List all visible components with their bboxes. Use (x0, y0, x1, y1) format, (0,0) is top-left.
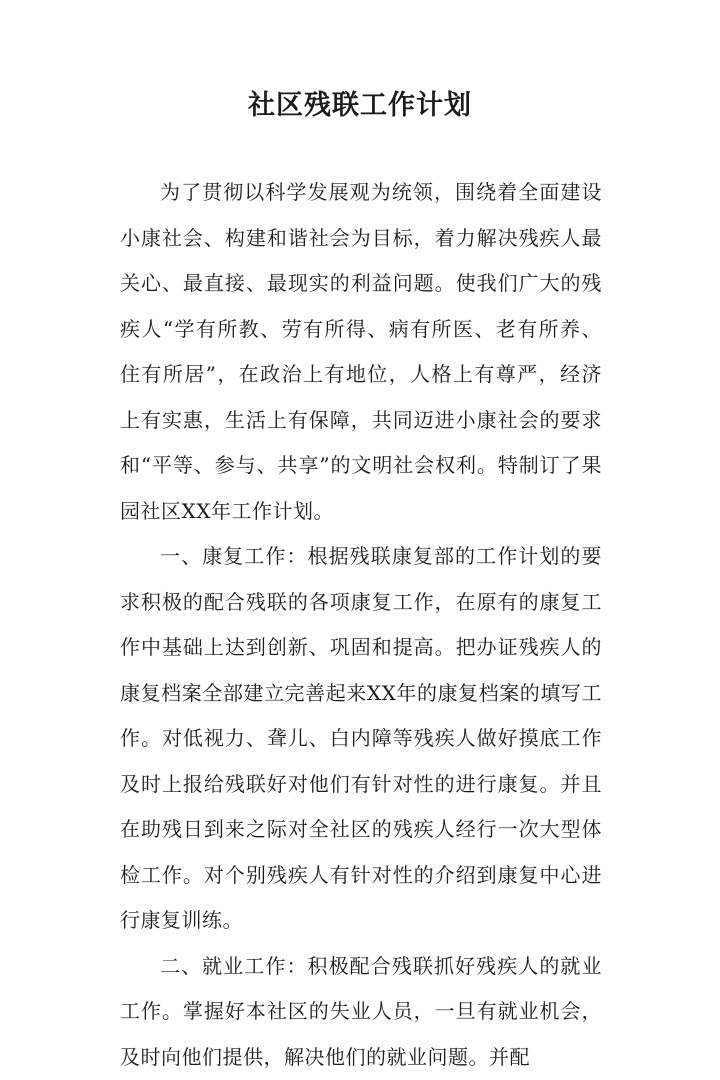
page-title: 社区残联工作计划 (0, 86, 720, 126)
paragraph-rehabilitation: 一、康复工作：根据残联康复部的工作计划的要求积极的配合残联的各项康复工作，在原有的康复工作中基础上达到创新、巩固和提高。把办证残疾人的康复档案全部建立完善起来XX年的康复档案的填写工作。对低视力、聋儿、白内障等残疾人做好摸底工作及时上报给残联好对他们有针对性的进行康复。并且在助残日到来之际对全社区的残疾人经行一次大型体检工作。对个别残疾人有针对性的介绍到康复中心进行康复训练。 (120, 534, 602, 944)
paragraph-employment: 二、就业工作：积极配合残联抓好残疾人的就业工作。掌握好本社区的失业人员，一旦有就业机会，及时向他们提供，解决他们的就业问题。并配 (120, 944, 602, 1080)
paragraph-intro: 为了贯彻以科学发展观为统领，围绕着全面建设小康社会、构建和谐社会为目标，着力解决残疾人最关心、最直接、最现实的利益问题。使我们广大的残疾人“学有所教、劳有所得、病有所医、老有所养、住有所居”，在政治上有地位，人格上有尊严，经济上有实惠，生活上有保障，共同迈进小康社会的要求和“平等、参与、共享”的文明社会权利。特制订了果园社区XX年工作计划。 (120, 170, 602, 534)
document-body (120, 170, 602, 1080)
